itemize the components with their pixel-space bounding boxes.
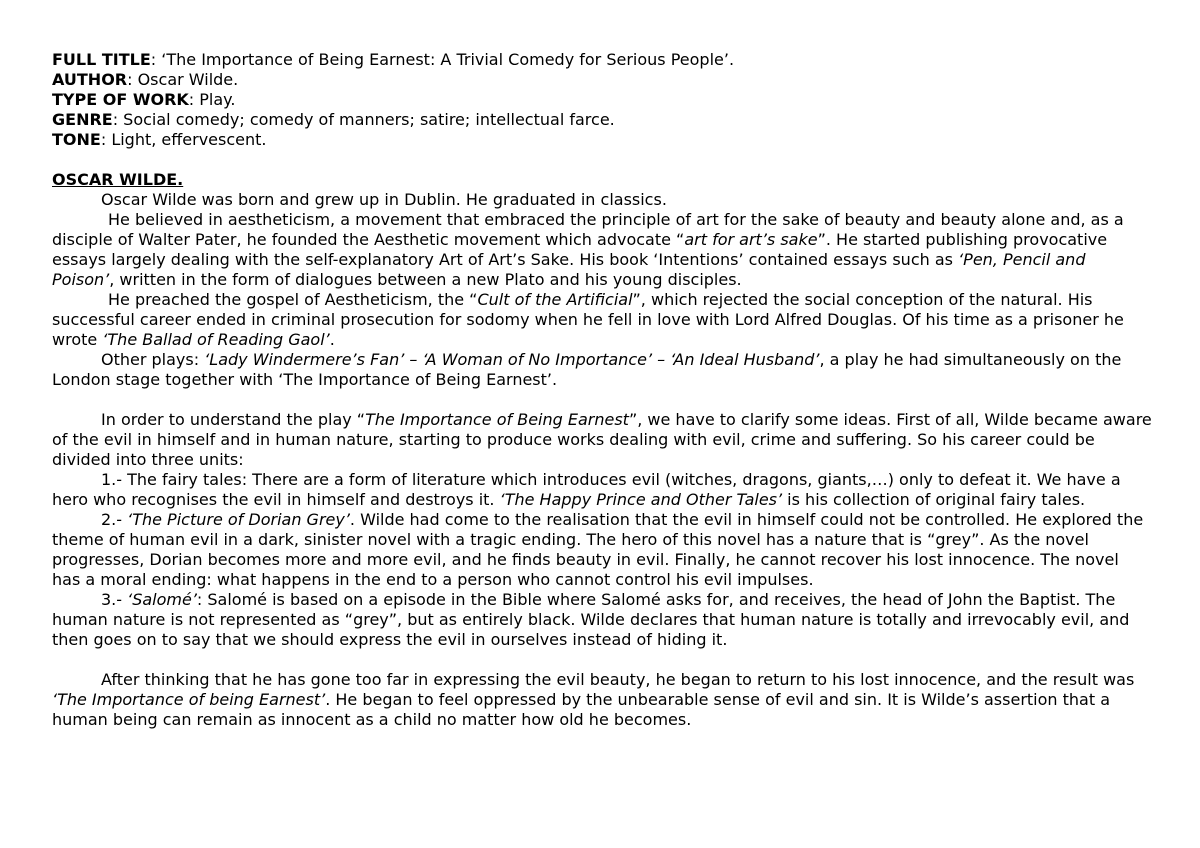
paragraph-text: ”, which rejected the social conception of the natural. His successful career ended in criminal prosecution for sodomy when he fell in love with Lord Alfred Douglas. Of his time as a prisoner he wrote — [52, 290, 1124, 349]
paragraph-text: He preached the gospel of Aestheticism, the “ — [108, 290, 478, 309]
author-value: : Oscar Wilde. — [127, 70, 239, 89]
italic-title: ‘The Picture of Dorian Grey’ — [127, 510, 350, 529]
paragraph-text: , a play he had simultaneously on the London stage together with ‘The Importance of Being Earnest’. — [52, 350, 1122, 389]
paragraph-text: ”, we have to clarify some ideas. First of all, Wilde became aware of the evil in himself and in human nature, starting to produce works dealing with evil, crime and suffering. So his career could be divided into three units: — [52, 410, 1152, 469]
paragraph-text: : Salomé is based on a episode in the Bible where Salomé asks for, and receives, the head of John the Baptist. The human nature is not represented as “grey”, but as entirely black. Wilde declares that human nature is totally and irrevocably evil, and then goes on to say that we should express the evil in ourselves instead of hiding it. — [52, 590, 1130, 649]
author-label: AUTHOR — [52, 70, 128, 89]
paragraph-fairy-tales — [52, 470, 1152, 510]
type-of-work-line — [52, 90, 1152, 110]
paragraph-text: 1.- The fairy tales: There are a form of literature which introduces evil (witches, dragons, giants,…) only to defeat it. We have a hero who recognises the evil in himself and destroys it. — [52, 470, 1121, 509]
paragraph-text: . Wilde had come to the realisation that the evil in himself could not be controlled. He explored the theme of human evil in a dark, sinister novel with a tragic ending. The hero of this novel has a nature that is “grey”. As the novel progresses, Dorian becomes more and more evil, and he finds beauty in evil. Finally, he cannot recover his lost innocence. The novel has a moral ending: what happens in the end to a person who cannot control his evil impulses. — [52, 510, 1144, 589]
full-title-label: FULL TITLE — [52, 50, 151, 69]
blank-line — [52, 650, 1152, 670]
paragraph-salome — [52, 590, 1152, 650]
paragraph-conclusion — [52, 670, 1152, 730]
author-line — [52, 70, 1152, 90]
italic-title: The Importance of Being Earnest — [365, 410, 629, 429]
paragraph-text: Other plays: — [101, 350, 205, 369]
italic-quote: art for art’s sake — [684, 230, 818, 249]
italic-title: ‘Pen, Pencil and Poison’ — [52, 250, 1086, 289]
italic-title: ‘The Happy Prince and Other Tales’ — [499, 490, 783, 509]
genre-value: : Social comedy; comedy of manners; satire; intellectual farce. — [112, 110, 615, 129]
paragraph-text: ”. He started publishing provocative essays largely dealing with the self-explanatory Art of Art’s Sake. His book ‘Intentions’ contained essays such as — [52, 230, 1108, 269]
paragraph-text: 2.- — [101, 510, 128, 529]
italic-title: ‘The Importance of being Earnest’ — [52, 690, 326, 709]
italic-title: ‘The Ballad of Reading Gaol’ — [102, 330, 330, 349]
type-of-work-value: : Play. — [188, 90, 236, 109]
genre-line — [52, 110, 1152, 130]
full-title-value: : ‘The Importance of Being Earnest: A Trivial Comedy for Serious People’. — [150, 50, 735, 69]
paragraph-text: He believed in aestheticism, a movement that embraced the principle of art for the sake of beauty and beauty alone and, as a disciple of Walter Pater, he founded the Aesthetic movement which advocate “ — [52, 210, 1124, 249]
paragraph-text: In order to understand the play “ — [101, 410, 366, 429]
paragraph-text: is his collection of original fairy tales. — [782, 490, 1086, 509]
genre-label: GENRE — [52, 110, 113, 129]
tone-value: : Light, effervescent. — [100, 130, 267, 149]
type-of-work-label: TYPE OF WORK — [52, 90, 189, 109]
full-title-line — [52, 50, 1152, 70]
tone-label: TONE — [52, 130, 101, 149]
paragraph-understand-play — [52, 410, 1152, 470]
paragraph-text: . He began to feel oppressed by the unbearable sense of evil and sin. It is Wilde’s assertion that a human being can remain as innocent as a child no matter how old he becomes. — [52, 690, 1111, 729]
blank-line — [52, 150, 1152, 170]
paragraph-aestheticism — [52, 210, 1152, 290]
paragraph-text: , written in the form of dialogues between a new Plato and his young disciples. — [109, 270, 742, 289]
paragraph-gospel — [52, 290, 1152, 350]
paragraph-born-dublin: Oscar Wilde was born and grew up in Dublin. He graduated in classics. — [101, 190, 667, 209]
paragraph-other-plays — [52, 350, 1152, 390]
paragraph-text: 3.- — [101, 590, 128, 609]
blank-line — [52, 390, 1152, 410]
italic-title: ‘Lady Windermere’s Fan’ – ‘A Woman of No Importance’ – ‘An Ideal Husband’ — [204, 350, 820, 369]
italic-title: ‘Salomé’ — [127, 590, 197, 609]
paragraph-text: After thinking that he has gone too far in expressing the evil beauty, he began to return to his lost innocence, and the result was — [101, 670, 1135, 689]
document-page — [52, 50, 1152, 730]
section-heading: OSCAR WILDE. — [52, 170, 184, 189]
paragraph-text: . — [329, 330, 335, 349]
tone-line — [52, 130, 1152, 150]
paragraph-dorian-grey — [52, 510, 1152, 590]
italic-quote: Cult of the Artificial — [477, 290, 633, 309]
